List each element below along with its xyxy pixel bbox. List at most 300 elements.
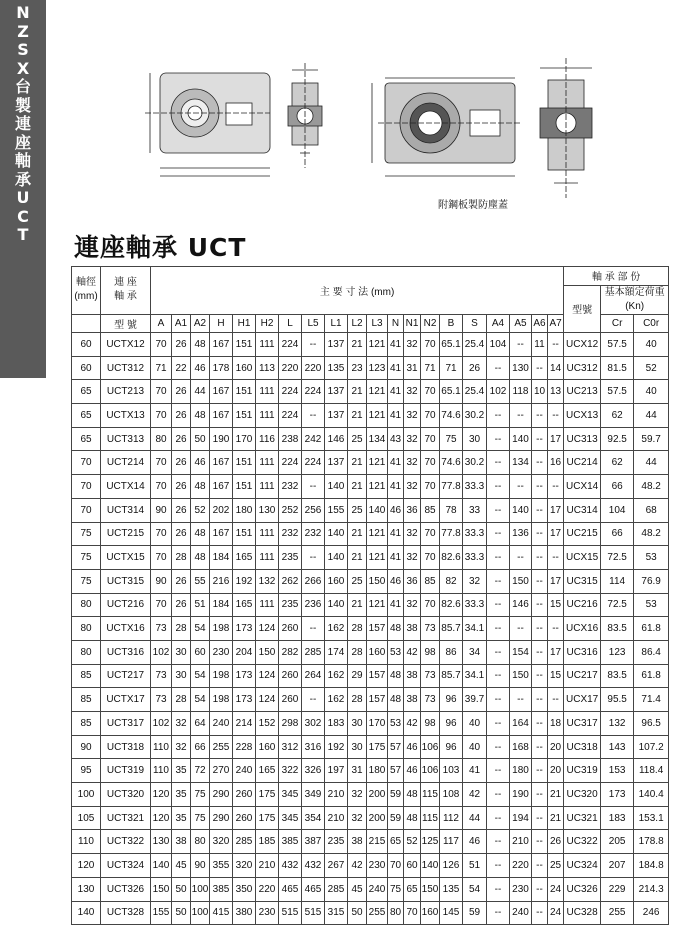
table-cell: 322: [279, 759, 302, 783]
table-cell: 17: [548, 569, 564, 593]
table-cell: --: [532, 854, 548, 878]
table-cell: UCT319: [101, 759, 151, 783]
table-cell: 111: [256, 593, 279, 617]
side-tab-char: 製: [14, 95, 31, 115]
table-cell: 44: [634, 404, 669, 428]
table-cell: 54: [463, 877, 487, 901]
table-cell: 41: [388, 593, 404, 617]
table-cell: 132: [601, 712, 634, 736]
table-cell: 167: [210, 380, 233, 404]
table-cell: 162: [325, 617, 348, 641]
table-cell: 85: [72, 664, 101, 688]
table-cell: 41: [388, 475, 404, 499]
table-cell: UCT217: [101, 664, 151, 688]
table-cell: --: [532, 451, 548, 475]
table-cell: UC328: [564, 901, 601, 925]
table-cell: UCT314: [101, 498, 151, 522]
table-cell: 32: [404, 404, 421, 428]
table-cell: 255: [601, 901, 634, 925]
dim-col-header: L1: [325, 314, 348, 333]
table-cell: UC322: [564, 830, 601, 854]
table-cell: 135: [325, 356, 348, 380]
table-cell: 151: [233, 333, 256, 357]
table-cell: 114: [601, 569, 634, 593]
table-cell: 160: [233, 356, 256, 380]
table-cell: 246: [634, 901, 669, 925]
table-cell: --: [487, 546, 510, 570]
table-cell: 230: [367, 854, 388, 878]
table-cell: 104: [601, 498, 634, 522]
table-cell: 28: [348, 640, 367, 664]
table-cell: 21: [348, 333, 367, 357]
table-cell: 432: [302, 854, 325, 878]
table-cell: 150: [421, 877, 440, 901]
dim-col-header: L2: [348, 314, 367, 333]
table-cell: 21: [348, 451, 367, 475]
table-cell: 46: [191, 451, 210, 475]
table-cell: 210: [325, 783, 348, 807]
table-cell: 349: [302, 783, 325, 807]
shaft-dia-header: 軸徑 (mm): [72, 267, 101, 315]
table-cell: 85: [72, 688, 101, 712]
table-cell: 167: [210, 451, 233, 475]
table-cell: 25: [548, 854, 564, 878]
table-cell: 110: [151, 759, 172, 783]
dim-col-header: A: [151, 314, 172, 333]
table-cell: 33.3: [463, 593, 487, 617]
table-cell: UC214: [564, 451, 601, 475]
table-cell: --: [532, 546, 548, 570]
table-cell: UC216: [564, 593, 601, 617]
table-cell: 121: [367, 404, 388, 428]
table-cell: 96.5: [634, 712, 669, 736]
table-cell: 140: [367, 498, 388, 522]
table-cell: --: [487, 830, 510, 854]
table-row: [72, 830, 669, 854]
table-cell: 95.5: [601, 688, 634, 712]
table-row: [72, 783, 669, 807]
table-cell: 20: [548, 735, 564, 759]
table-cell: --: [532, 617, 548, 641]
table-cell: --: [532, 404, 548, 428]
table-cell: 78: [440, 498, 463, 522]
table-cell: 256: [302, 498, 325, 522]
table-cell: 140: [325, 593, 348, 617]
table-cell: 515: [279, 901, 302, 925]
table-cell: 70: [421, 522, 440, 546]
side-tab-char: 座: [14, 132, 31, 152]
table-cell: --: [532, 735, 548, 759]
table-cell: --: [487, 806, 510, 830]
table-cell: 48: [191, 522, 210, 546]
table-cell: 80: [72, 593, 101, 617]
table-cell: 75: [72, 569, 101, 593]
table-cell: 178: [210, 356, 233, 380]
table-cell: 28: [348, 688, 367, 712]
table-cell: 432: [279, 854, 302, 878]
table-cell: UC213: [564, 380, 601, 404]
table-cell: UCX15: [564, 546, 601, 570]
table-cell: UCTX12: [101, 333, 151, 357]
table-cell: 28: [172, 617, 191, 641]
table-cell: 130: [151, 830, 172, 854]
table-cell: 65: [72, 427, 101, 451]
table-cell: 65.1: [440, 380, 463, 404]
table-cell: 41: [388, 380, 404, 404]
table-cell: 115: [421, 806, 440, 830]
table-cell: 26: [172, 569, 191, 593]
table-cell: 24: [548, 877, 564, 901]
table-cell: 40: [463, 712, 487, 736]
table-cell: 70: [151, 404, 172, 428]
table-cell: 34.1: [463, 664, 487, 688]
table-cell: 71: [440, 356, 463, 380]
table-cell: 30.2: [463, 404, 487, 428]
table-cell: 48: [191, 333, 210, 357]
table-cell: 38: [404, 688, 421, 712]
table-cell: 50: [348, 901, 367, 925]
table-cell: 70: [421, 593, 440, 617]
table-cell: 224: [279, 451, 302, 475]
table-row: [72, 617, 669, 641]
table-cell: 107.2: [634, 735, 669, 759]
table-cell: 85: [421, 569, 440, 593]
table-row: [72, 854, 669, 878]
table-cell: 124: [256, 688, 279, 712]
table-cell: UCT326: [101, 877, 151, 901]
table-cell: UCX12: [564, 333, 601, 357]
table-cell: 235: [279, 546, 302, 570]
table-cell: 54: [191, 664, 210, 688]
table-cell: 48: [191, 404, 210, 428]
table-cell: 11: [532, 333, 548, 357]
table-cell: 44: [634, 451, 669, 475]
table-cell: --: [302, 688, 325, 712]
table-cell: 40: [634, 333, 669, 357]
table-cell: 385: [279, 830, 302, 854]
table-cell: 30: [172, 640, 191, 664]
table-cell: 33: [463, 498, 487, 522]
side-tab-char: 台: [14, 77, 31, 96]
table-cell: 70: [421, 380, 440, 404]
table-cell: 73: [151, 664, 172, 688]
table-cell: 54: [191, 617, 210, 641]
table-cell: UCT315: [101, 569, 151, 593]
table-cell: 355: [210, 854, 233, 878]
table-row: [72, 877, 669, 901]
table-cell: --: [510, 617, 532, 641]
table-cell: --: [487, 356, 510, 380]
table-cell: 61.8: [634, 617, 669, 641]
side-tab-label: [8, 4, 38, 245]
table-cell: --: [548, 546, 564, 570]
table-cell: 17: [548, 498, 564, 522]
table-cell: 157: [367, 664, 388, 688]
table-cell: 30.2: [463, 451, 487, 475]
table-cell: 232: [279, 475, 302, 499]
table-cell: 151: [233, 380, 256, 404]
dim-col-header: S: [463, 314, 487, 333]
table-cell: 151: [233, 451, 256, 475]
table-cell: 46: [404, 735, 421, 759]
table-cell: 71: [421, 356, 440, 380]
table-cell: 170: [233, 427, 256, 451]
table-cell: 26: [172, 451, 191, 475]
table-cell: --: [302, 404, 325, 428]
table-cell: UC321: [564, 806, 601, 830]
table-cell: 160: [256, 735, 279, 759]
side-tab-char: N: [16, 3, 30, 22]
table-cell: 146: [510, 593, 532, 617]
table-cell: 29: [348, 664, 367, 688]
table-cell: 57: [388, 759, 404, 783]
table-cell: 26: [172, 475, 191, 499]
table-cell: 32: [404, 593, 421, 617]
table-cell: 210: [325, 806, 348, 830]
table-cell: 35: [172, 806, 191, 830]
table-cell: 48.2: [634, 475, 669, 499]
table-cell: 45: [348, 877, 367, 901]
table-cell: 52: [404, 830, 421, 854]
table-cell: UC315: [564, 569, 601, 593]
table-cell: --: [510, 475, 532, 499]
table-cell: 270: [210, 759, 233, 783]
table-cell: 46: [388, 569, 404, 593]
table-cell: 108: [440, 783, 463, 807]
table-cell: UCT213: [101, 380, 151, 404]
technical-drawings: [140, 58, 620, 218]
table-cell: 39.7: [463, 688, 487, 712]
table-cell: 20: [548, 759, 564, 783]
table-cell: 168: [510, 735, 532, 759]
dim-col-header: H: [210, 314, 233, 333]
table-cell: 153: [601, 759, 634, 783]
table-row: [72, 427, 669, 451]
table-cell: 42: [404, 640, 421, 664]
table-cell: 17: [548, 427, 564, 451]
table-cell: 111: [256, 475, 279, 499]
table-cell: 73: [151, 688, 172, 712]
table-cell: 25.4: [463, 333, 487, 357]
table-cell: 32: [172, 712, 191, 736]
table-cell: 26: [463, 356, 487, 380]
table-cell: 33.3: [463, 522, 487, 546]
table-cell: 232: [302, 522, 325, 546]
side-tab-char: U: [16, 188, 30, 207]
table-cell: 21: [348, 546, 367, 570]
table-cell: --: [487, 759, 510, 783]
table-cell: 70: [421, 475, 440, 499]
table-cell: 326: [302, 759, 325, 783]
table-cell: 123: [601, 640, 634, 664]
table-cell: 81.5: [601, 356, 634, 380]
table-cell: 62: [601, 404, 634, 428]
table-cell: 33.3: [463, 546, 487, 570]
table-cell: --: [548, 475, 564, 499]
table-cell: 165: [233, 593, 256, 617]
table-cell: 175: [256, 806, 279, 830]
table-cell: 252: [279, 498, 302, 522]
table-cell: 73: [421, 688, 440, 712]
table-cell: 60: [404, 854, 421, 878]
table-cell: UCT328: [101, 901, 151, 925]
table-cell: 143: [601, 735, 634, 759]
table-cell: 68: [634, 498, 669, 522]
table-row: [72, 712, 669, 736]
side-tab-char: S: [17, 40, 29, 59]
table-cell: 96: [440, 688, 463, 712]
table-cell: 54: [191, 688, 210, 712]
table-cell: --: [487, 522, 510, 546]
table-cell: 86.4: [634, 640, 669, 664]
table-cell: 48.2: [634, 522, 669, 546]
table-cell: UC318: [564, 735, 601, 759]
table-cell: UCT214: [101, 451, 151, 475]
table-cell: 102: [151, 640, 172, 664]
table-cell: 17: [548, 522, 564, 546]
table-cell: 21: [348, 475, 367, 499]
table-cell: 70: [404, 901, 421, 925]
table-cell: 260: [279, 617, 302, 641]
cor-header: C0r: [634, 314, 669, 333]
table-cell: 23: [348, 356, 367, 380]
table-cell: 86: [440, 640, 463, 664]
table-cell: UCTX17: [101, 688, 151, 712]
table-cell: 80: [151, 427, 172, 451]
main-dims-header: 主 要 寸 法 (mm): [151, 267, 564, 315]
table-cell: 53: [634, 546, 669, 570]
table-cell: 224: [279, 333, 302, 357]
table-cell: 32: [463, 569, 487, 593]
dim-col-header: N: [388, 314, 404, 333]
table-cell: 26: [172, 498, 191, 522]
table-cell: 111: [256, 546, 279, 570]
table-cell: UCTX16: [101, 617, 151, 641]
table-cell: 46: [404, 759, 421, 783]
table-cell: 32: [348, 783, 367, 807]
table-cell: 146: [325, 427, 348, 451]
table-cell: 26: [548, 830, 564, 854]
table-cell: 80: [191, 830, 210, 854]
table-cell: 200: [367, 806, 388, 830]
table-cell: 41: [388, 451, 404, 475]
table-cell: 134: [510, 451, 532, 475]
table-cell: 40: [634, 380, 669, 404]
table-cell: 170: [367, 712, 388, 736]
table-cell: 46: [191, 356, 210, 380]
table-cell: 350: [233, 877, 256, 901]
side-tab-char: 承: [14, 169, 31, 189]
table-cell: --: [532, 806, 548, 830]
table-cell: UC319: [564, 759, 601, 783]
table-cell: 180: [510, 759, 532, 783]
table-cell: 285: [233, 830, 256, 854]
table-cell: UC314: [564, 498, 601, 522]
table-cell: 124: [256, 617, 279, 641]
table-cell: 123: [367, 356, 388, 380]
table-cell: 65: [388, 830, 404, 854]
table-cell: --: [487, 404, 510, 428]
table-cell: UCTX14: [101, 475, 151, 499]
table-cell: 70: [151, 522, 172, 546]
table-cell: 36: [404, 498, 421, 522]
table-cell: --: [532, 522, 548, 546]
table-cell: 32: [404, 546, 421, 570]
table-cell: 48: [388, 664, 404, 688]
table-row: [72, 759, 669, 783]
part-model-header: 型 號: [101, 314, 151, 333]
table-cell: --: [532, 759, 548, 783]
table-cell: 59: [388, 806, 404, 830]
table-cell: 173: [233, 617, 256, 641]
table-cell: 224: [279, 404, 302, 428]
table-cell: 40: [463, 735, 487, 759]
table-cell: 106: [421, 735, 440, 759]
table-cell: 151: [233, 522, 256, 546]
table-cell: 240: [510, 901, 532, 925]
dim-col-header: L: [279, 314, 302, 333]
table-cell: --: [532, 901, 548, 925]
table-cell: 43: [388, 427, 404, 451]
table-cell: 41: [388, 356, 404, 380]
table-cell: 130: [256, 498, 279, 522]
table-cell: 180: [367, 759, 388, 783]
table-cell: 46: [463, 830, 487, 854]
table-cell: 151: [233, 404, 256, 428]
table-cell: 75: [72, 522, 101, 546]
table-cell: 90: [72, 735, 101, 759]
table-cell: 102: [487, 380, 510, 404]
table-cell: 57: [388, 735, 404, 759]
table-cell: 121: [367, 333, 388, 357]
table-cell: 214.3: [634, 877, 669, 901]
table-cell: 160: [367, 640, 388, 664]
table-cell: 385: [210, 877, 233, 901]
table-cell: 210: [256, 854, 279, 878]
table-cell: 121: [367, 380, 388, 404]
table-cell: --: [532, 475, 548, 499]
table-cell: 59: [388, 783, 404, 807]
table-cell: UCX14: [564, 475, 601, 499]
table-cell: 140: [325, 546, 348, 570]
table-cell: 153.1: [634, 806, 669, 830]
dim-col-header: A7: [548, 314, 564, 333]
table-cell: 74.6: [440, 451, 463, 475]
table-cell: 26: [172, 404, 191, 428]
table-cell: 111: [256, 404, 279, 428]
table-row: [72, 546, 669, 570]
table-cell: 32: [404, 333, 421, 357]
table-cell: 264: [302, 664, 325, 688]
table-cell: 50: [172, 901, 191, 925]
table-cell: 26: [172, 333, 191, 357]
table-cell: 298: [279, 712, 302, 736]
table-cell: UC313: [564, 427, 601, 451]
table-cell: 136: [510, 522, 532, 546]
table-cell: 137: [325, 333, 348, 357]
table-cell: 160: [421, 901, 440, 925]
dim-col-header: N2: [421, 314, 440, 333]
table-cell: 15: [548, 593, 564, 617]
table-cell: 130: [72, 877, 101, 901]
table-cell: 50: [172, 877, 191, 901]
table-cell: 36: [404, 569, 421, 593]
table-cell: 28: [172, 688, 191, 712]
table-cell: 184.8: [634, 854, 669, 878]
table-cell: --: [532, 830, 548, 854]
table-cell: 28: [348, 617, 367, 641]
dim-col-header: A5: [510, 314, 532, 333]
